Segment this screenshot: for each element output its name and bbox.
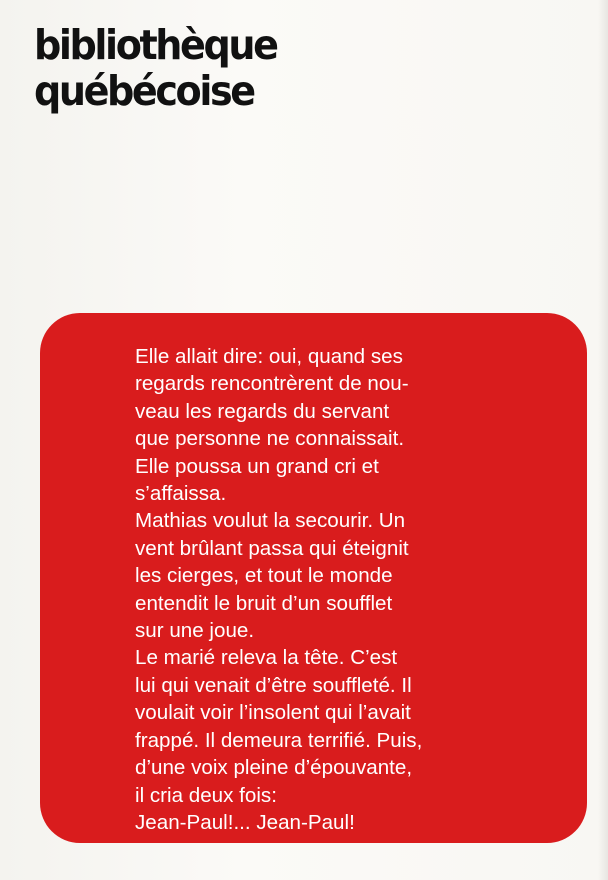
excerpt-line: Jean-Paul!... Jean-Paul! bbox=[135, 810, 355, 834]
series-logo-line-1: bibliothèque bbox=[34, 21, 277, 69]
excerpt-line: Elle poussa un grand cri et bbox=[135, 454, 379, 478]
series-logo-line-2: québécoise bbox=[34, 67, 254, 115]
excerpt-line: il cria deux fois: bbox=[135, 783, 277, 807]
excerpt-panel bbox=[40, 313, 587, 843]
excerpt-line: regards rencontrèrent de nou- bbox=[135, 372, 409, 396]
excerpt-line: Le marié releva la tête. C’est bbox=[135, 646, 398, 670]
excerpt-line: les cierges, et tout le monde bbox=[135, 564, 393, 588]
excerpt-text bbox=[135, 343, 422, 836]
excerpt-line: veau les regards du servant bbox=[135, 399, 390, 423]
excerpt-line: s’affaissa. bbox=[135, 482, 227, 506]
excerpt-line: Elle allait dire: oui, quand ses bbox=[135, 345, 403, 368]
excerpt-line: vent brûlant passa qui éteignit bbox=[135, 536, 409, 560]
excerpt-line: frappé. Il demeura terrifié. Puis, bbox=[135, 728, 423, 752]
excerpt-line: voulait voir l’insolent qui l’avait bbox=[135, 701, 411, 725]
excerpt-line: entendit le bruit d’un soufflet bbox=[135, 591, 393, 615]
excerpt-line: d’une voix pleine d’épouvante, bbox=[135, 756, 413, 780]
series-logo bbox=[34, 22, 277, 114]
excerpt-line: que personne ne connaissait. bbox=[135, 427, 405, 451]
excerpt-line: Mathias voulut la secourir. Un bbox=[135, 509, 406, 533]
excerpt-line: sur une joue. bbox=[135, 619, 255, 643]
excerpt-line: lui qui venait d’être souffleté. Il bbox=[135, 673, 412, 697]
